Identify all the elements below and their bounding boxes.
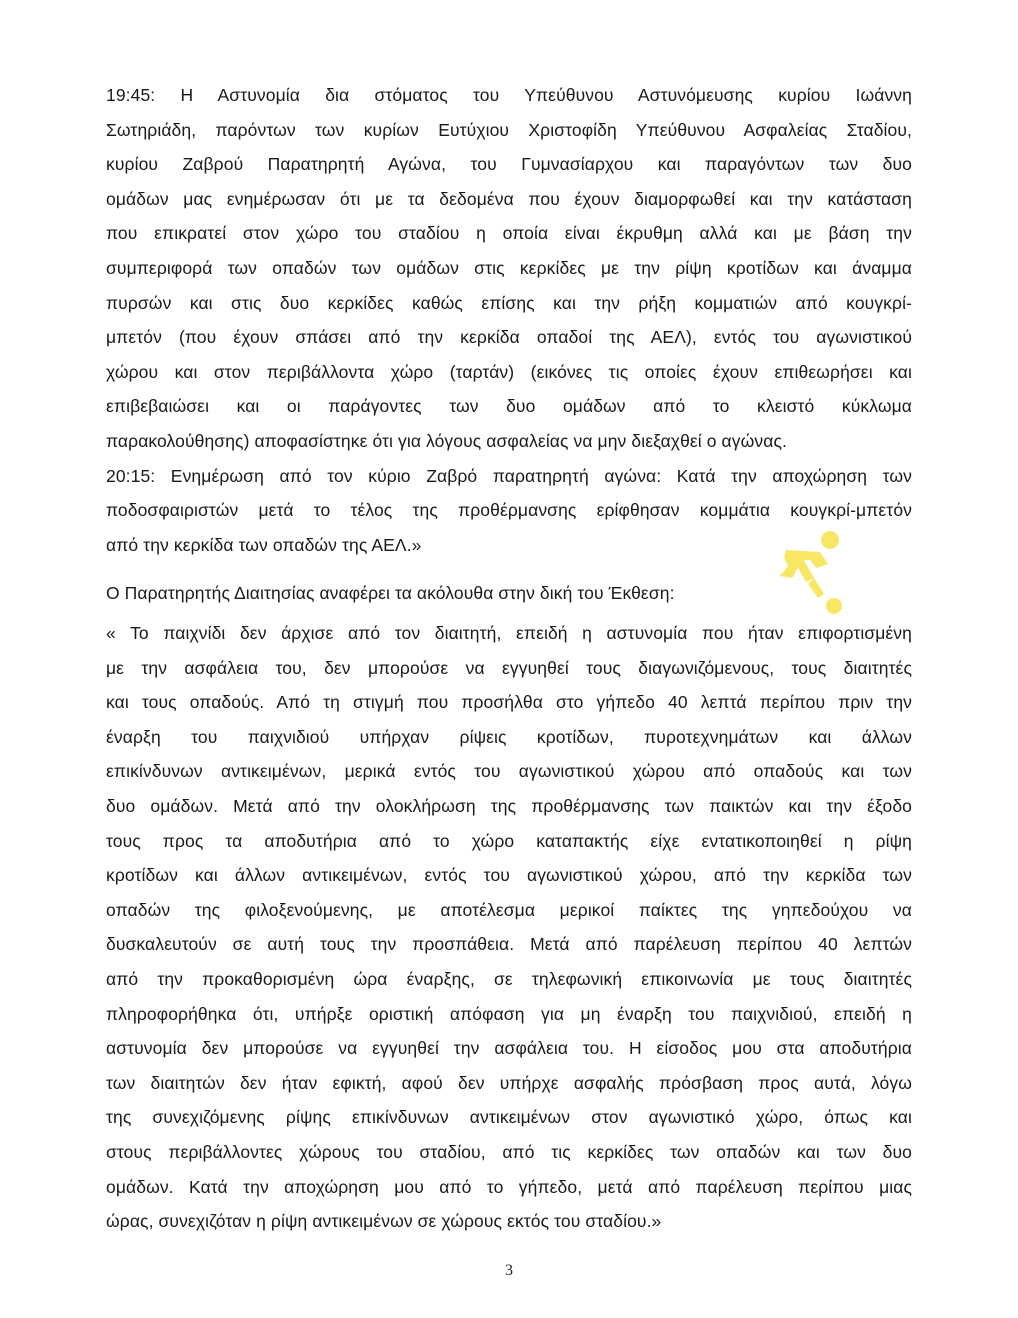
text-line: με την ασφάλεια του, δεν μπορούσε να εγγυηθεί τους διαγωνιζόμενους, τους διαιτητές	[106, 657, 912, 678]
text-line: της συνεχιζόμενης ρίψης επικίνδυνων αντικειμένων στον αγωνιστικό χώρο, όπως και	[106, 1107, 912, 1128]
text-line: πυρσών και στις δυο κερκίδες καθώς επίσης και την ρήξη κομματιών από κουγκρί-	[106, 292, 912, 313]
text-line: συμπεριφορά των οπαδών των ομάδων στις κερκίδες με την ρίψη κροτίδων και άναμμα	[106, 257, 912, 278]
text-line: αστυνομία δεν μπορούσε να εγγυηθεί την ασφάλεια του. Η είσοδος μου στα αποδυτήρια	[106, 1038, 912, 1059]
text-line: δυσκαλευτούν σε αυτή τους την προσπάθεια. Μετά από παρέλευση περίπου 40 λεπτών	[106, 934, 912, 955]
page-number: 3	[505, 1262, 513, 1279]
text-line: οπαδών της φιλοξενούμενης, με αποτέλεσμα μερικοί παίκτες της γηπεδούχου να	[106, 899, 912, 920]
text-line: παρακολούθησης) αποφασίστηκε ότι για λόγους ασφαλείας να μην διεξαχθεί ο αγώνας.	[106, 430, 787, 451]
text-line: δυο ομάδων. Μετά από την ολοκλήρωση της προθέρμανσης των παικτών και την έξοδο	[106, 795, 912, 816]
text-line: πληροφορήθηκα ότι, υπήρξε οριστική απόφαση για μη έναρξη του παιχνιδιού, επειδή η	[106, 1003, 912, 1024]
text-line: « Το παιχνίδι δεν άρχισε από τον διαιτητή, επειδή η αστυνομία που ήταν επιφορτισμένη	[106, 623, 912, 643]
paragraph-observer-report	[106, 616, 912, 1239]
paragraph-police-timeline	[106, 78, 912, 562]
text-line: επικίνδυνων αντικειμένων, μερικά εντός του αγωνιστικού χώρου από οπαδούς και των	[106, 761, 912, 782]
text-line: χώρου και στον περιβάλλοντα χώρο (ταρτάν) (εικόνες τις οποίες έχουν επιθεωρήσει και	[106, 361, 912, 382]
text-line: ομάδων μας ενημέρωσαν ότι με τα δεδομένα που έχουν διαμορφωθεί και την κατάσταση	[106, 188, 912, 209]
text-line: ώρας, συνεχιζόταν η ρίψη αντικειμένων σε χώρους εκτός του σταδίου.»	[106, 1211, 662, 1232]
text-line: έναρξη του παιχνιδιού υπήρχαν ρίψεις κροτίδων, πυροτεχνημάτων και άλλων	[106, 726, 912, 747]
text-line: μπετόν (που έχουν σπάσει από την κερκίδα οπαδοί της ΑΕΛ), εντός του αγωνιστικού	[106, 327, 912, 348]
text-line: από την κερκίδα των οπαδών της ΑΕΛ.»	[106, 534, 422, 555]
text-line: που επικρατεί στον χώρο του σταδίου η οποία είναι έκρυθμη αλλά και με βάση την	[106, 223, 912, 244]
text-line: τους προς τα αποδυτήρια από το χώρο καταπακτής είχε εντατικοποιηθεί η ρίψη	[106, 830, 912, 851]
text-line: των διαιτητών δεν ήταν εφικτή, αφού δεν υπήρχε ασφαλής πρόσβαση προς αυτά, λόγω	[106, 1072, 912, 1093]
text-line: 20:15: Ενημέρωση από τον κύριο Ζαβρό παρατηρητή αγώνα: Κατά την αποχώρηση των	[106, 465, 912, 486]
text-line: από την προκαθορισμένη ώρα έναρξης, σε τηλεφωνική επικοινωνία με τους διαιτητές	[106, 968, 912, 989]
text-line: κροτίδων και άλλων αντικειμένων, εντός του αγωνιστικού χώρου, από την κερκίδα των	[106, 865, 912, 886]
paragraph-observer-intro	[106, 576, 912, 611]
text-line: 19:45: Η Αστυνομία δια στόματος του Υπεύθυνου Αστυνόμευσης κυρίου Ιωάννη	[106, 85, 912, 105]
text-line: κυρίου Ζαβρού Παρατηρητή Αγώνα, του Γυμνασίαρχου και παραγόντων των δυο	[106, 154, 912, 175]
text-line: Σωτηριάδη, παρόντων των κυρίων Ευτύχιου Χριστοφίδη Υπεύθυνου Ασφαλείας Σταδίου,	[106, 119, 912, 140]
text-line: ομάδων. Κατά την αποχώρηση μου από το γήπεδο, μετά από παρέλευση περίπου μιας	[106, 1176, 912, 1197]
text-line: στους περιβάλλοντες χώρους του σταδίου, από τις κερκίδες των οπαδών και των δυο	[106, 1141, 912, 1162]
text-line: Ο Παρατηρητής Διαιτησίας αναφέρει τα ακόλουθα στην δική του Έκθεση:	[106, 583, 675, 603]
text-line: και τους οπαδούς. Από τη στιγμή που προσήλθα στο γήπεδο 40 λεπτά περίπου πριν την	[106, 692, 912, 713]
text-line: ποδοσφαιριστών μετά το τέλος της προθέρμανσης ερίφθησαν κομμάτια κουγκρί-μπετόν	[106, 500, 912, 521]
text-line: επιβεβαιώσει και οι παράγοντες των δυο ομάδων από το κλειστό κύκλωμα	[106, 396, 912, 417]
